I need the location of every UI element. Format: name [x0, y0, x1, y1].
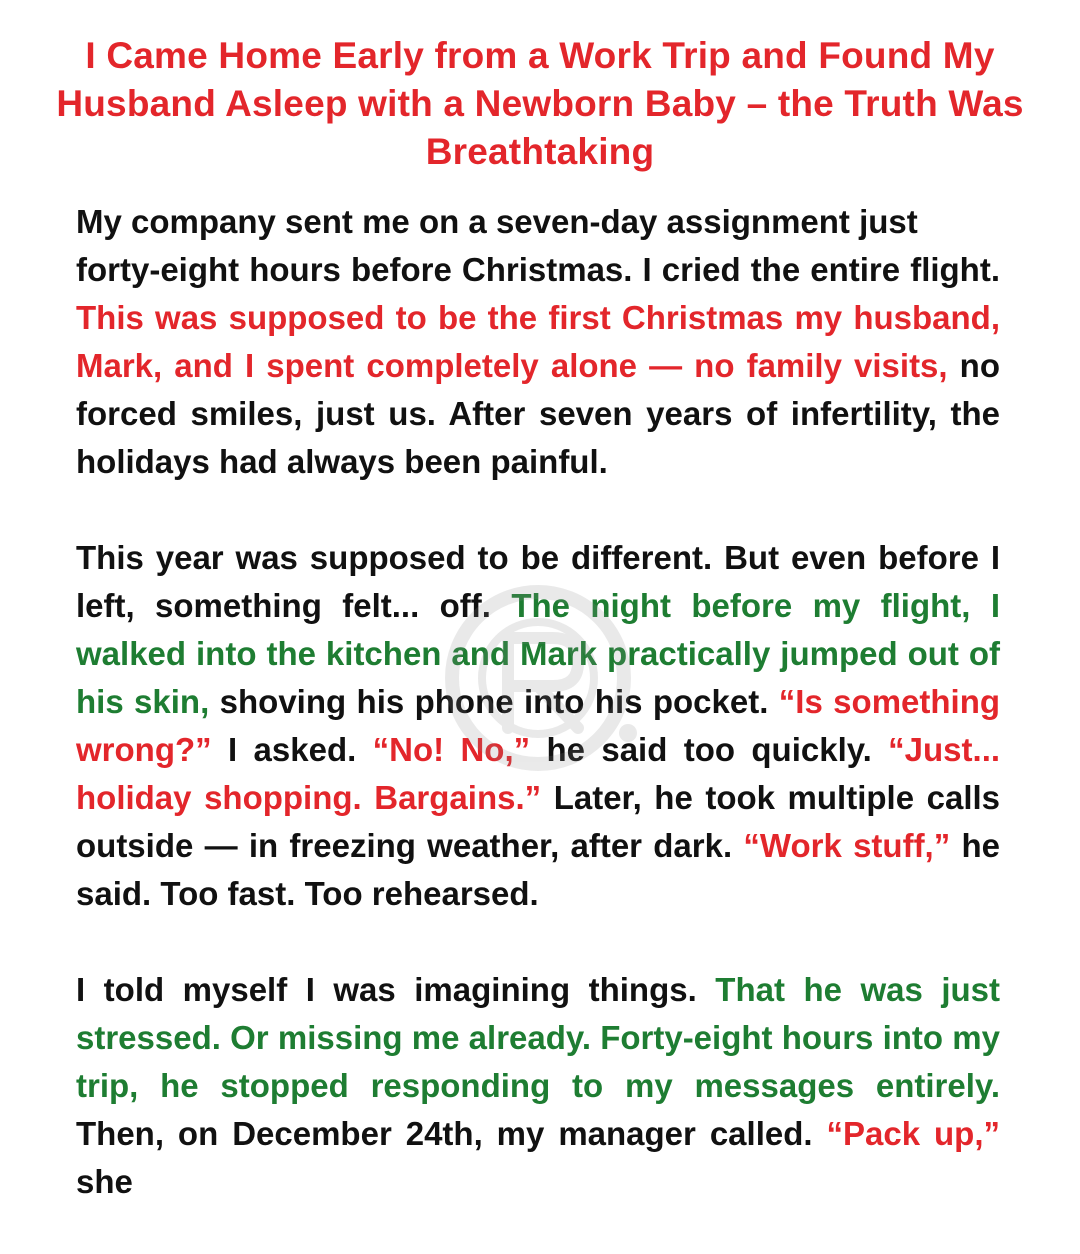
- text-segment: he said too quickly.: [546, 731, 872, 768]
- quote-segment: “No! No,”: [372, 731, 531, 768]
- highlight-green-segment: The night before my flight, I walked into the kitchen and Mark practically jumped out of his skin,: [76, 587, 1000, 720]
- highlight-red-segment: This was supposed to be the first Christmas my husband, Mark, and I spent completely alone — no family visits,: [76, 299, 1000, 384]
- paragraph-3: [76, 966, 1000, 1206]
- quote-segment: “Pack up,”: [826, 1115, 1000, 1152]
- text-segment: he said. Too fast. Too rehearsed.: [76, 827, 1001, 912]
- highlight-green-segment: That he was just stressed. Or missing me already. Forty-eight hours into my trip, he stopped responding to my messages entirely.: [76, 971, 1001, 1104]
- text-segment: This year was supposed to be different. But even before I left, something felt... off.: [76, 539, 1000, 624]
- quote-segment: “Just... holiday shopping. Bargains.”: [76, 731, 1001, 816]
- article-title: I Came Home Early from a Work Trip and Found My Husband Asleep with a Newborn Baby – the Truth Was Breathtaking: [56, 35, 1024, 172]
- text-segment: I told myself I was imagining things.: [76, 971, 697, 1008]
- paragraph-2: [76, 534, 1000, 918]
- text-segment: Then, on December 24th, my manager called.: [76, 1115, 813, 1152]
- quote-segment: “Is something wrong?”: [76, 683, 1001, 768]
- quote-segment: “Work stuff,”: [743, 827, 951, 864]
- paragraph-1: [76, 198, 1000, 486]
- text-segment: Later, he took multiple calls outside — in freezing weather, after dark.: [76, 779, 1001, 864]
- text-segment: My company sent me on a seven-day assignment just: [76, 203, 918, 240]
- text-segment: forty-eight hours before Christmas. I cried the entire flight.: [76, 251, 1000, 288]
- text-segment: no forced smiles, just us. After seven years of infertility, the holidays had always been painful.: [76, 347, 1000, 480]
- article-body: [76, 198, 1000, 1254]
- text-segment: she: [76, 1163, 133, 1200]
- text-segment: I asked.: [228, 731, 357, 768]
- text-segment: shoving his phone into his pocket.: [219, 683, 769, 720]
